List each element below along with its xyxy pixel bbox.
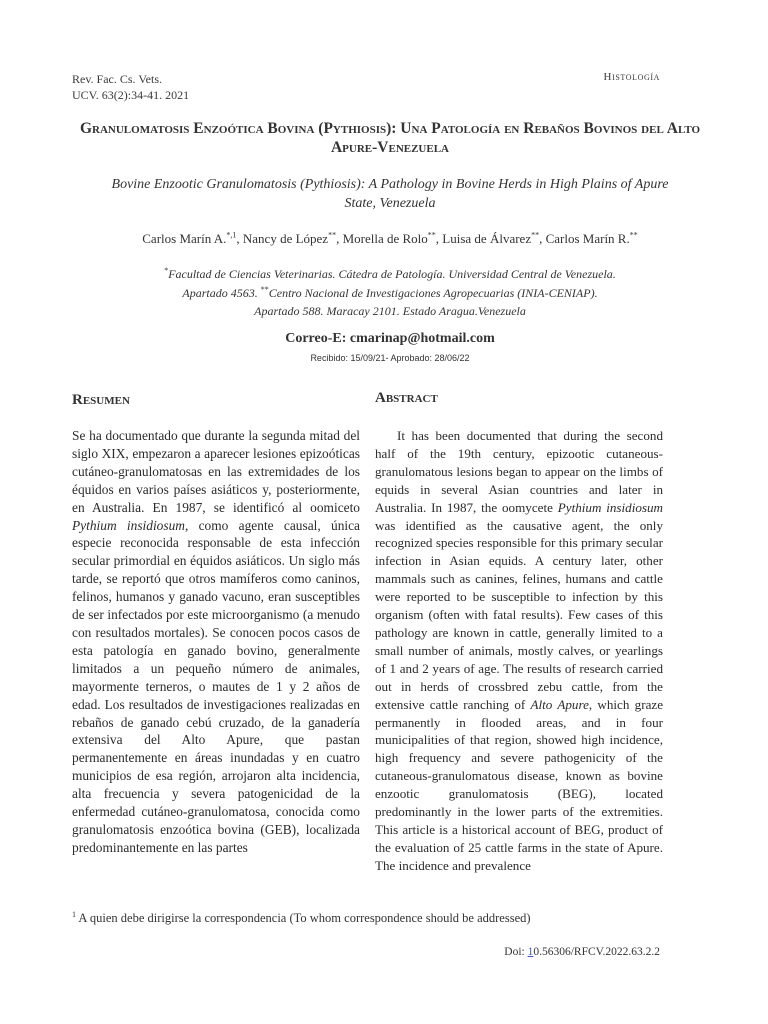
author-name: Carlos Marín R.	[545, 231, 630, 246]
affiliations	[110, 265, 670, 321]
doi-reference[interactable]: Doi: 10.56306/RFCV.2022.63.2.2	[504, 946, 660, 958]
article-title: Granulomatosis Enzoótica Bovina (Pythiosis): Una Patología en Rebaños Bovinos del Alto Apure-Venezuela	[79, 120, 701, 156]
journal-name: Rev. Fac. Cs. Vets.	[72, 72, 162, 86]
journal-citation	[72, 71, 189, 103]
author-name: Nancy de López	[242, 231, 329, 246]
species-name: Pythium insidiosum	[557, 499, 663, 515]
author-mark: **	[629, 230, 638, 240]
footnote-mark: 1	[72, 909, 76, 919]
affiliation-line: *Facultad de Ciencias Veterinarias. Cátedra de Patología. Universidad Central de Venezuela.	[164, 266, 616, 281]
resumen-body	[72, 427, 360, 857]
doi-link[interactable]: 10.56306/RFCV.2022.63.2.2	[527, 946, 660, 958]
abstract-paragraph: It has been documented that during the second half of the 19th century, epizootic cutaneous-granulomatous lesions began to appear on the limbs of equids in several Asian countries and later in Australia. In 1987, the oomycete Pythium insidiosum was identified as the causative agent, the only recognized species responsible for this primary secular infection in Asian equids. A century later, other mammals such as canines, felines, humans and cattle were reported to be susceptible to infection by this organism (often with fatal results). Few cases of this pathology are known in cattle, generally limited to a small number of animals, mostly calves, or yearlings of 1 and 2 years of age. The results of research carried out in herds of crossbred zebu cattle, from the extensive cattle ranching of Alto Apure, which graze permanently in flooded areas, and in four municipalities of that region, showed high incidence, high frequency and severe pathogenicity of the cutaneous-granulomatous disease, known as bovine enzootic granulomatosis (BEG), located predominantly in the lower parts of the extremities. This article is a historical account of BEG, product of the evaluation of 25 cattle farms in the state of Apure. The incidence and prevalence	[375, 428, 664, 873]
author-mark: **	[427, 230, 436, 240]
abstract-heading: Abstract	[375, 390, 438, 406]
resumen-paragraph: Se ha documentado que durante la segunda mitad del siglo XIX, empezaron a aparecer lesiones epizoóticas cutáneo-granulomatosas en las extremidades de los équidos en varios países asiáticos y, posteriormente, en Australia. En 1987, se identificó al oomiceto Pythium insidiosum, como agente causal, única especie reconocida responsable de esta infección secular primordial en équidos asiáticos. Un siglo más tarde, se reportó que otros mamíferos como caninos, felinos, humanos y ganado vacuno, eran susceptibles de ser infectados por este microorganismo (a menudo con resultados mortales). Se conocen pocos casos de esta patología en ganado bovino, generalmente limitados a un pequeño número de animales, mayormente terneros, o mautes de 1 y 2 años de edad. Los resultados de investigaciones realizadas en rebaños de ganado cebú cruzado, de la ganadería extensiva del Alto Apure, que pastan permanentemente en áreas inundadas y en cuatro municipios de esa región, arrojaron alta incidencia, alta frecuencia y severa patogenicidad de la enfermedad cutáneo-granulomatosa, conocida como granulomatosis enzoótica bovina (GEB), localizada predominantemente en las partes	[72, 428, 361, 855]
author-mark: **	[531, 230, 540, 240]
affiliation-line: Apartado 4563. **Centro Nacional de Investigaciones Agropecuarias (INIA-CENIAP).	[182, 284, 598, 300]
author-list: Carlos Marín A.$^{*,1}$, Nancy de López**, Morella de Rolo**, Luisa de Álvarez**, Carlos Marín R.**	[142, 230, 638, 246]
author-mark: **	[328, 230, 337, 240]
received-approved-dates: Recibido: 15/09/21- Aprobado: 28/06/22	[310, 353, 470, 363]
correspondence-footnote: $^1$ A quien debe dirigirse la correspondencia (To whom correspondence should be addressed)	[72, 909, 531, 925]
author-name: Carlos Marín A.	[142, 231, 227, 246]
affiliation-mark: **	[260, 284, 269, 294]
affiliation-line: Apartado 588. Maracay 2101. Estado Aragua.Venezuela	[254, 304, 526, 318]
author-mark: *,1	[226, 230, 237, 240]
region-name: Alto Apure	[530, 696, 589, 712]
resumen-heading: Resumen	[72, 392, 130, 408]
author-name: Luisa de Álvarez	[442, 231, 532, 246]
section-label: Histología	[603, 71, 660, 83]
article-subtitle: Bovine Enzootic Granulomatosis (Pythiosis): A Pathology in Bovine Herds in High Plains of Apure State, Venezuela	[111, 177, 669, 211]
journal-volume: UCV. 63(2):34-41. 2021	[72, 88, 190, 102]
author-name: Morella de Rolo	[342, 231, 428, 246]
affiliation-mark: *	[164, 266, 169, 275]
correspondence-email: Correo-E: cmarinap@hotmail.com	[285, 331, 495, 346]
abstract-body	[375, 427, 663, 875]
species-name: Pythium insidiosum	[72, 517, 185, 533]
